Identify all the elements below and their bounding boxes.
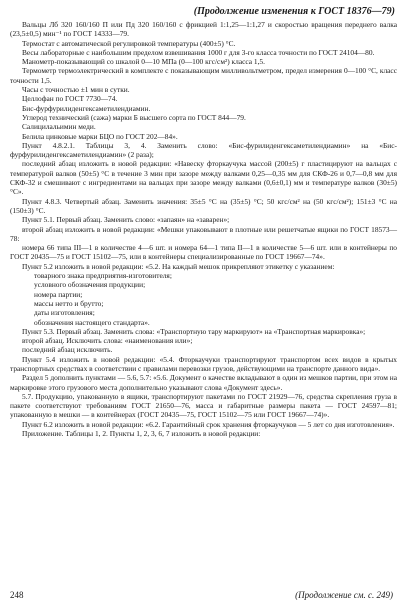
page-number: 248: [10, 590, 24, 600]
body-paragraph: Бис-фурфурилиденгексаметилендиамин.: [22, 103, 151, 113]
body-paragraph: номера партии;: [34, 289, 83, 299]
body-paragraph: второй абзац изложить в новой редакции: «Мешки упаковывают в плотные или решетчатые ящики по ГОСТ 18573—78:: [10, 224, 397, 243]
body-paragraph: Целлофан по ГОСТ 7730—74.: [22, 94, 118, 104]
body-paragraph: Пункт 5.3. Первый абзац. Заменить слова: «Транспортную тару маркируют» на «Транспортная маркировка»;: [22, 326, 366, 336]
body-paragraph: Пункт 5.4 изложить в новой редакции: «5.4. Фторкаучуки транспортируют транспортом всех видов в крытых транспортных средствах в соответствии с правилами перевозки грузов, действующими на транспорте данного вида».: [10, 354, 397, 373]
body-paragraph: Весы лабораторные с наибольшим пределом взвешивания 1000 г для 3-го класса точности по ГОСТ 24104—80.: [22, 47, 375, 57]
body-paragraph: массы нетто и брутто;: [34, 298, 104, 308]
body-paragraph: Пункт 4.8.2.1. Таблицы 3, 4. Заменить слово: «Бис-фурилиденгексаметилендиамин» на «Бис-фурфурилиденгексаметилендиамин» (2 раза);: [10, 140, 397, 160]
page-header: (Продолжение изменения к ГОСТ 18376—79): [193, 6, 395, 17]
body-paragraph: Часы с точностью ±1 мин в сутки.: [22, 85, 130, 95]
continuation-note: (Продолжение см. с. 249): [295, 590, 393, 600]
body-paragraph: второй абзац. Исключить слова: «наименования или»;: [22, 336, 193, 346]
body-paragraph: Белила цинковые марки БЦО по ГОСТ 202—84».: [22, 131, 178, 141]
body-paragraph: Термометр термоэлектрический в комплекте с показывающим милливольтметром, предел измерения 0—100 °С, класс точности 1,5.: [10, 66, 397, 85]
body-paragraph: Салицилальимин меди.: [22, 122, 96, 132]
body-paragraph: 5.7. Продукцию, упакованную в ящики, транспортируют пакетами по ГОСТ 21929—76, средства скрепления груза в пакете соответствуют требованиям ГОСТ 21650—76, масса и габаритные размеры пакета — ГОСТ 24597—81; упакованную в мешки — в контейнерах (ГОСТ 20435—75, ГОСТ 15102—75 или ГОСТ 19667—74)».: [10, 391, 397, 420]
body-paragraph: Пункт 4.8.3. Четвертый абзац. Заменить значения: 35±5 °С на (35±5) °С; 50 кгс/см² на (50 кгс/см²); 151±3 °С на (150±3) °С.: [10, 196, 397, 215]
body-paragraph: последний абзац исключить.: [22, 345, 113, 355]
body-paragraph: Манометр-показывающий со шкалой 0—10 МПа (0—100 кгс/см²) класса 1,5.: [22, 57, 265, 67]
body-paragraph: Пункт 6.2 изложить в новой редакции: «6.2. Гарантийный срок хранения фторкаучуков — 5 лет со дня изготовления».: [22, 419, 395, 429]
body-paragraph: Вальцы Лб 320 160/160 П или Пд 320 160/160 с фрикцией 1:1,25—1:1,27 и скоростью вращения переднего валка (23,5±0,5) мин⁻¹ по ГОСТ 14333—79.: [10, 20, 397, 39]
body-paragraph: последний абзац изложить в новой редакции: «Навеску фторкаучука массой (200±5) г пластицируют на вальцах с температурой валков (50±5) °С в течение 3 мин при зазоре между валками 0,25—0,35 мм для СКФ-26 и 0,7—0,8 мм для СКФ-32 и смешивают с ингредиентами на вальцах при зазоре между валками (0,6±0,1) мм и температуре валков (30±5) °С».: [10, 159, 397, 197]
body-paragraph: товарного знака предприятия-изготовителя;: [34, 271, 172, 281]
body-paragraph: Раздел 5 дополнить пунктами — 5.6, 5.7: «5.6. Документ о качестве вкладывают в один из мешков партии, при этом на маркировке этого грузового места дополнительно указывают слова «Документ здесь».: [10, 373, 397, 392]
body-paragraph: даты изготовления;: [34, 308, 95, 318]
body-paragraph: Углерод технический (сажа) марки Б высшего сорта по ГОСТ 844—79.: [22, 112, 246, 122]
body-paragraph: обозначения настоящего стандарта».: [34, 317, 150, 327]
body-paragraph: Пункт 5.1. Первый абзац. Заменить слово: «запаян» на «заварен»;: [22, 215, 230, 225]
body-paragraph: условного обозначения продукции;: [34, 280, 146, 290]
document-body: [10, 20, 397, 438]
body-paragraph: Пункт 5.2 изложить в новой редакции: «5.2. На каждый мешок прикрепляют этикетку с указанием:: [22, 261, 335, 271]
body-paragraph: номера 66 типа III—1 в количестве 4—6 шт. и номера 64—1 типа II—1 в количестве 5—6 шт. или в контейнеры по ГОСТ 20435—75 и ГОСТ 15102—75, или в контейнеры специализированные по ГОСТ 19667—74».: [10, 243, 397, 262]
body-paragraph: Термостат с автоматической регулировкой температуры (400±5) °С.: [22, 38, 236, 48]
body-paragraph: Приложение. Таблицы 1, 2. Пункты 1, 2, 3, 6, 7 изложить в новой редакции:: [22, 429, 261, 439]
